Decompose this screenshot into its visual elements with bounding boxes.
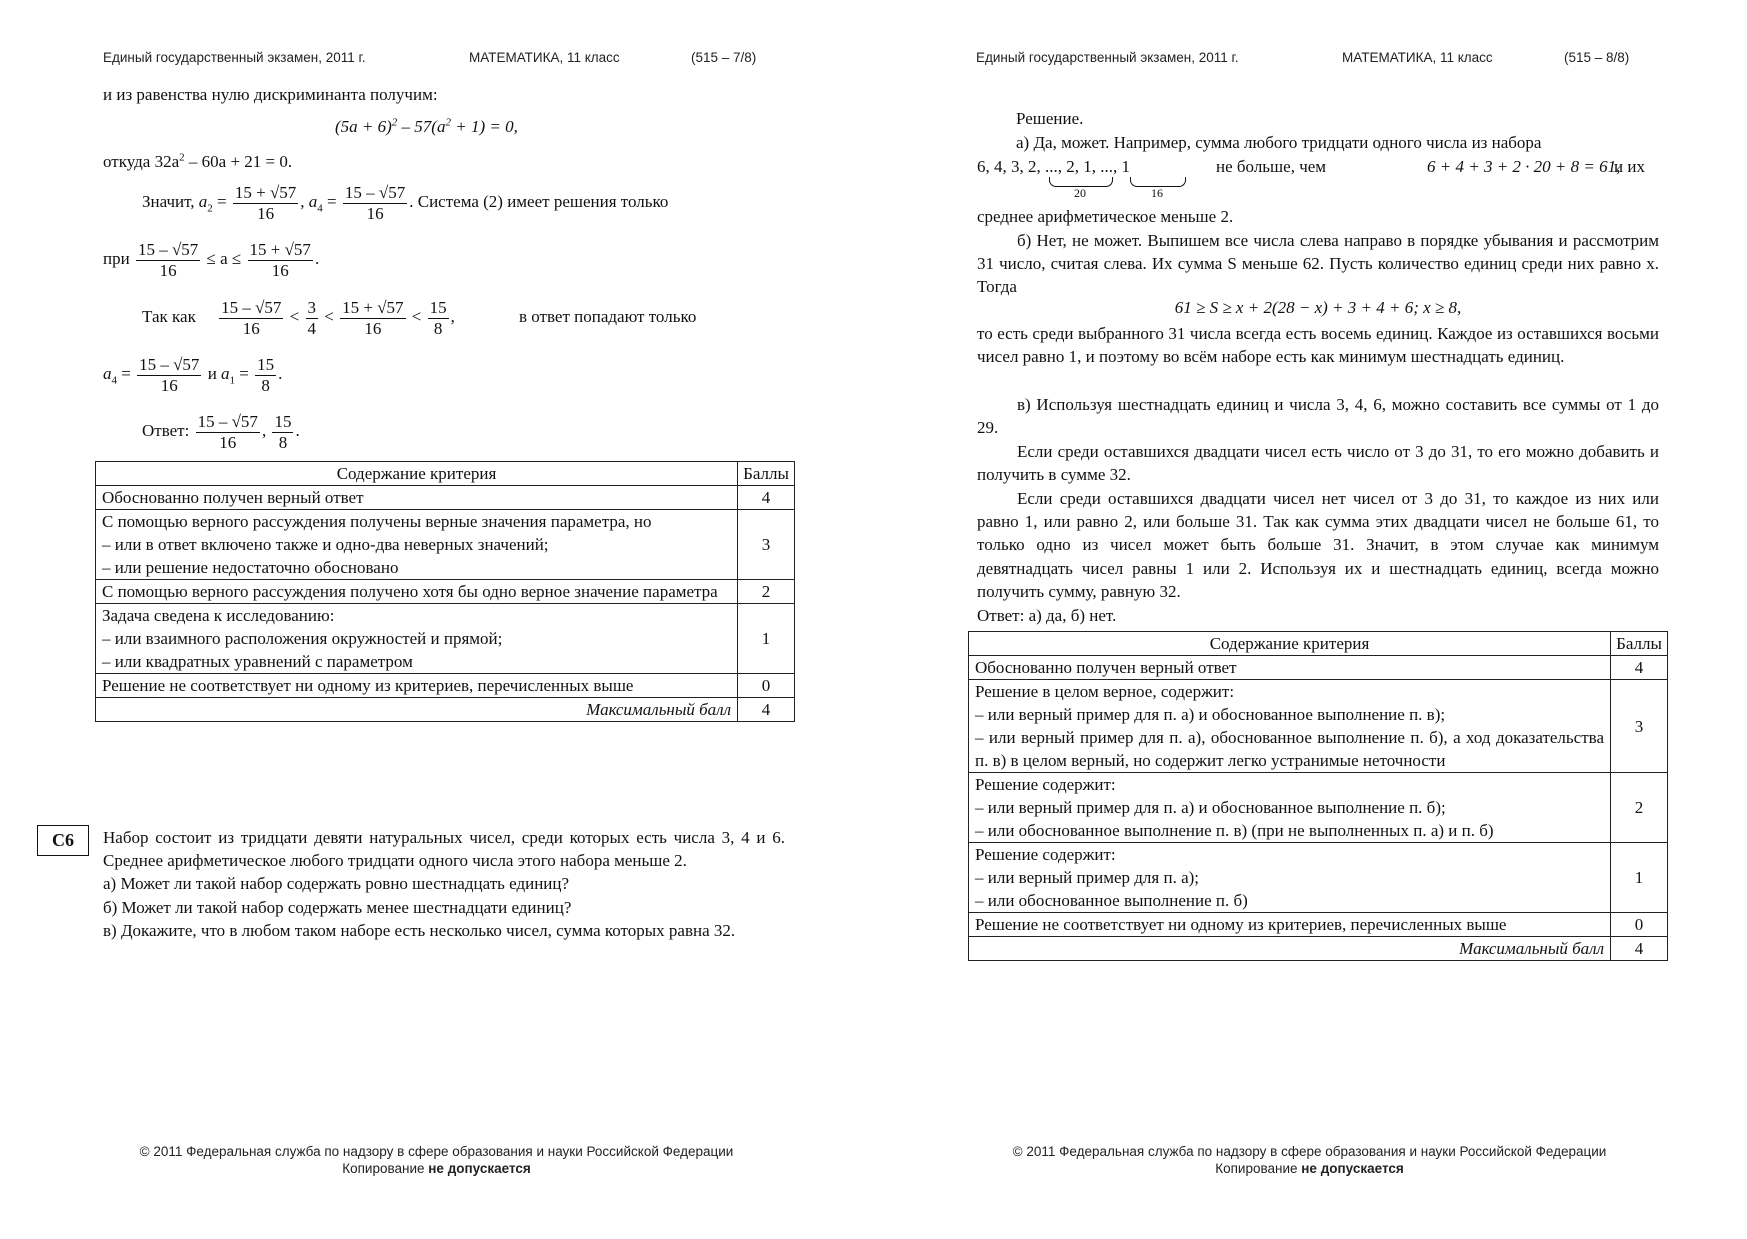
points-value: 2 bbox=[738, 580, 795, 604]
points-value: 1 bbox=[1611, 843, 1668, 913]
max-score-value: 4 bbox=[738, 698, 795, 722]
points-value: 0 bbox=[738, 674, 795, 698]
part-a-ne-bolshe: не больше, чем bbox=[1216, 157, 1327, 176]
left-page bbox=[0, 0, 873, 1239]
answer-c5: Ответ: $\frac{15 - √57}{16}$ , $\frac{15}{8}$ . bbox=[142, 411, 300, 452]
znachit-line: Значит, $a_2$ = $\frac{15 + √57}{16}$ , $a_4$ = $\frac{15 - √57}{16}$ . Система (2) имеет решения только bbox=[142, 182, 669, 223]
header-subject: МАТЕМАТИКА, 11 класс bbox=[469, 50, 620, 65]
part-v-text: в) Используя шестнадцать единиц и числа 3, 4, 6, можно составить все суммы от 1 до 29. bbox=[977, 395, 1659, 438]
criterion-header: Содержание критерия bbox=[96, 462, 738, 486]
header-page-number: (515 – 8/8) bbox=[1564, 50, 1630, 65]
footer: © 2011 Федеральная служба по надзору в сфере образования и науки Российской Федерации Копирование не допускается bbox=[1012, 1144, 1607, 1176]
points-header: Баллы bbox=[1611, 632, 1668, 656]
criterion-text: Решение содержит: – или верный пример для п. а) и обоснованное выполнение п. б); – или обоснованное выполнение п. в) (при не выполненных п. а) и п. б) bbox=[969, 773, 1611, 843]
part-v-text2: Если среди оставшихся двадцати чисел есть число от 3 до 31, то его можно добавить и получить в сумме 32. bbox=[977, 442, 1659, 485]
brace-count-20: 20 bbox=[1074, 186, 1086, 200]
brace-count-16: 16 bbox=[1151, 186, 1163, 200]
part-b-text: б) Нет, не может. Выпишем все числа слева направо в порядке убывания и рассмотрим 31 число, считая слева. Их сумма S меньше 62. Пусть количество единиц среди них равно x. Тогда bbox=[977, 231, 1659, 297]
part-v-text3: Если среди оставшихся двадцати чисел нет чисел от 3 до 31, то каждое из них или равно 1, или равно 2, или больше 31. Так как сумма этих двадцати чисел не больше 61, то только одно из чисел может быть больше 31. Значит, в этом случае как минимум девятнадцать чисел равны 1 или 2. Используя их и шестнадцать единиц, всегда можно получить сумму, равную 32. bbox=[977, 489, 1659, 601]
criterion-header: Содержание критерия bbox=[969, 632, 1611, 656]
max-score-label: Максимальный балл bbox=[969, 937, 1611, 961]
answer-c6: Ответ: а) да, б) нет. bbox=[977, 606, 1117, 625]
points-value: 4 bbox=[738, 486, 795, 510]
header-subject: МАТЕМАТИКА, 11 класс bbox=[1342, 50, 1493, 65]
points-header: Баллы bbox=[738, 462, 795, 486]
criterion-text: С помощью верного рассуждения получено хотя бы одно верное значение параметра bbox=[96, 580, 738, 604]
solution-heading: Решение. bbox=[1016, 109, 1084, 128]
points-value: 1 bbox=[738, 604, 795, 674]
otkuda-equation: откуда $32a^2 - 60a + 21 = 0$. bbox=[103, 151, 293, 171]
part-a-end: среднее арифметическое меньше 2. bbox=[977, 207, 1234, 226]
criteria-table-c6 bbox=[968, 631, 1668, 961]
pri-inequality: при $\frac{15 - √57}{16}$ ≤ a ≤ $\frac{15 + √57}{16}$ . bbox=[103, 239, 320, 280]
max-score-value: 4 bbox=[1611, 937, 1668, 961]
part-b-formula: 61 ≥ S ≥ x + 2(28 − x) + 3 + 4 + 6; x ≥ 8, bbox=[1174, 298, 1462, 317]
task-label-c6: C6 bbox=[37, 825, 89, 856]
part-b-continuation: то есть среди выбранного 31 числа всегда есть восемь единиц. Каждое из оставшихся восьми чисел равно 1, и поэтому во всём наборе есть как минимум шестнадцать единиц. bbox=[977, 324, 1659, 367]
criterion-text: С помощью верного рассуждения получены верные значения параметра, но – или в ответ включено также и одно-два неверных значений; – или решение недостаточно обосновано bbox=[96, 510, 738, 580]
part-a-line1: а) Да, может. Например, сумма любого тридцати одного числа из набора bbox=[1016, 133, 1542, 152]
part-a-sum: 6 + 4 + 3 + 2 · 20 + 8 = 61, bbox=[1427, 157, 1621, 176]
right-page bbox=[873, 0, 1746, 1239]
points-value: 0 bbox=[1611, 913, 1668, 937]
header-exam: Единый государственный экзамен, 2011 г. bbox=[976, 50, 1239, 65]
discriminant-line: и из равенства нулю дискриминанта получим: bbox=[103, 85, 438, 104]
part-a-ix: и их bbox=[1614, 157, 1645, 176]
task-c6-text: Набор состоит из тридцати девяти натуральных чисел, среди которых есть числа 3, 4 и 6. Среднее арифметическое любого тридцати одного числа этого набора меньше 2. а) Может ли такой набор содержать ровно шестнадцать единиц? б) Может ли такой набор содержать менее шестнадцати единиц? в) Докажите, что в любом таком наборе есть несколько чисел, сумма которых равна 32. bbox=[103, 828, 785, 940]
criterion-text: Обоснованно получен верный ответ bbox=[96, 486, 738, 510]
criterion-text: Решение не соответствует ни одному из критериев, перечисленных выше bbox=[969, 913, 1611, 937]
points-value: 2 bbox=[1611, 773, 1668, 843]
equation-1: $(5a + 6)^2 - 57(a^2 + 1) = 0$, bbox=[335, 116, 518, 136]
points-value: 3 bbox=[738, 510, 795, 580]
points-value: 3 bbox=[1611, 680, 1668, 773]
footer: © 2011 Федеральная служба по надзору в сфере образования и науки Российской Федерации Копирование не допускается bbox=[139, 1144, 734, 1176]
criterion-text: Решение в целом верное, содержит: – или верный пример для п. а) и обоснованное выполнение п. в); – или верный пример для п. а), обоснованное выполнение п. б), а ход доказательства п. в) в целом верный, но содержит легко устранимые неточности bbox=[969, 680, 1611, 773]
part-a-sequence: 6, 4, 3, 2, ..., 2, 1, ..., 1 bbox=[977, 157, 1130, 176]
criterion-text: Решение не соответствует ни одному из критериев, перечисленных выше bbox=[96, 674, 738, 698]
header-exam: Единый государственный экзамен, 2011 г. bbox=[103, 50, 366, 65]
a4-a1-values: $a_4$ = $\frac{15 - √57}{16}$ и $a_1$ = $\frac{15}{8}$ . bbox=[103, 354, 283, 395]
criterion-text: Задача сведена к исследованию: – или взаимного расположения окружностей и прямой; – или квадратных уравнений с параметром bbox=[96, 604, 738, 674]
criterion-text: Решение содержит: – или верный пример для п. а); – или обоснованное выполнение п. б) bbox=[969, 843, 1611, 913]
max-score-label: Максимальный балл bbox=[96, 698, 738, 722]
tak-kak-line: Так как $\frac{15 - √57}{16}$ < $\frac{3}{4}$ < $\frac{15 + √57}{16}$ < $\frac{15}{8}$ , в ответ попадают только bbox=[142, 297, 697, 338]
header-page-number: (515 – 7/8) bbox=[691, 50, 757, 65]
points-value: 4 bbox=[1611, 656, 1668, 680]
criteria-table-c5 bbox=[95, 461, 795, 722]
criterion-text: Обоснованно получен верный ответ bbox=[969, 656, 1611, 680]
